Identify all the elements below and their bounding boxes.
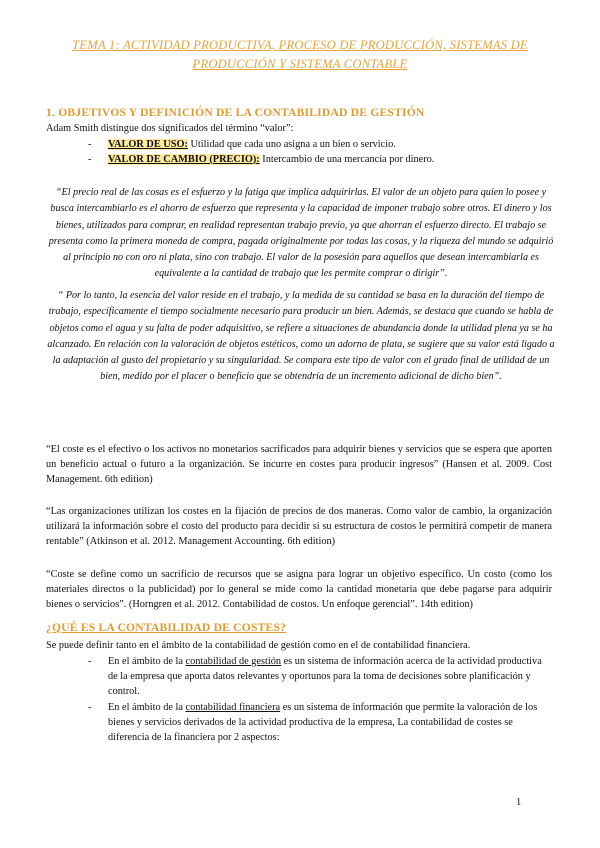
page-number: 1 xyxy=(516,797,522,808)
value-essence-quote: “ Por lo tanto, la esencia del valor reside en el trabajo, y la medida de su cantidad se basa en la duración del tiempo de trabajo, específicamente el tiempo socialmente necesario para producir un bien. Además, se destaca que cuando se habla de objetos como el agua y su falta de poder adquisitivo, se refiere a situaciones de abundancia donde la utilidad plena ya se ha alcanzado. En relación con la valoración de objetos estéticos, como un adorno de plata, se sugiere que su valor está ligado a la adaptación al gusto del propietario y su singularidad. Se compara este tipo de valor con el grado final de utilidad de un bien, medido por el placer o beneficio que se obtendría de un incremento adicional de dicho bien”. xyxy=(47,290,555,383)
dash-bullet: - xyxy=(88,139,92,150)
cost-definition-hansen: “El coste es el efectivo o los activos no monetarios sacrificados para adquirir bienes y servicios que se espera que aporten un beneficio actual o futuro a la organización. Se incurre en costes para producir ingresos” (Hansen et al. 2009. Cost Management. 6th edition) xyxy=(46,444,552,485)
document-title: TEMA 1: ACTIVIDAD PRODUCTIVA, PROCESO DE PRODUCCIÓN, SISTEMAS DE PRODUCCIÓN Y SISTEMA CONTABLE xyxy=(72,38,528,71)
value-definition: Utilidad que cada uno asigna a un bien o servicio. xyxy=(187,139,396,150)
value-definition: Intercambio de una mercancía por dinero. xyxy=(259,153,435,165)
item-text: es un sistema de información acerca de la actividad productiva de la empresa que aporta datos relevantes y oportunos para la toma de decisiones sobre planificación y control. xyxy=(108,656,542,697)
term-contabilidad-gestion: contabilidad de gestión xyxy=(185,656,282,667)
value-term: VALOR DE USO: xyxy=(108,139,188,150)
adam-smith-quote: “El precio real de las cosas es el esfuerzo y la fatiga que implica adquirirlas. El valor de un objeto para quien lo posee y busca intercambiarlo es el ahorro de esfuerzo que representa y la capacidad de imponer trabajo sobre otros. El dinero y los bienes, utilizados para comprar, en realidad representan trabajo previo, ya que ahorran el esfuerzo directo. El trabajo se presenta como la primera moneda de compra, pagada originalmente por todas las cosas, y la riqueza del mundo se adquirió al principio no con oro ni plata, sino con trabajo. El valor de la posesión para aquellos que desean intercambiarla es equivalente a la cantidad de trabajo que les permite comprar o dirigir”. xyxy=(48,187,554,280)
dash-bullet: - xyxy=(88,153,92,165)
item-text: es un sistema de información que permite la valoración de los bienes y servicios derivados de la actividad productiva de la empresa, La contabilidad de costes se diferencia de la financiera por 2 aspectos: xyxy=(108,702,538,743)
dash-bullet: - xyxy=(88,656,92,667)
section-heading-contabilidad-costes: ¿QUÉ ES LA CONTABILIDAD DE COSTES? xyxy=(46,621,287,634)
list-item xyxy=(88,655,546,699)
cost-definition-horngren: “Coste se define como un sacrificio de recursos que se asigna para lograr un objetivo específico. Un costo (como los materiales directos o la publicidad) por lo general se mide como la cantidad monetaria que debe pagarse para adquirir bienes o servicios”. (Horngren et al. 2012. Contabilidad de costos. Un enfoque gerencial”. 14th edition) xyxy=(46,569,552,610)
adam-smith-intro: Adam Smith distingue dos significados del término “valor”: xyxy=(46,123,294,134)
cost-accounting-intro: Se puede definir tanto en el ámbito de la contabilidad de gestión como en el de contabilidad financiera. xyxy=(46,640,471,651)
value-definitions-list xyxy=(88,138,435,168)
value-term: VALOR DE CAMBIO (PRECIO): xyxy=(108,153,260,165)
cost-definition-atkinson: “Las organizaciones utilizan los costes en la fijación de precios de dos maneras. Como valor de cambio, la organización utilizará la información sobre el costo del producto para decidir si su estructura de costos le permitirá competir de manera rentable” (Atkinson et al. 2012. Management Accounting. 6th edition) xyxy=(46,506,552,547)
list-item xyxy=(88,153,435,168)
list-item xyxy=(88,701,546,745)
list-item xyxy=(88,138,434,153)
section-heading-objetivos: 1. OBJETIVOS Y DEFINICIÓN DE LA CONTABILIDAD DE GESTIÓN xyxy=(46,106,425,119)
dash-bullet: - xyxy=(88,702,92,714)
term-contabilidad-financiera: contabilidad financiera xyxy=(185,702,281,714)
cost-accounting-scopes-list xyxy=(88,655,546,748)
item-text: En el ámbito de la xyxy=(108,702,186,714)
item-text: En el ámbito de la xyxy=(108,656,186,667)
